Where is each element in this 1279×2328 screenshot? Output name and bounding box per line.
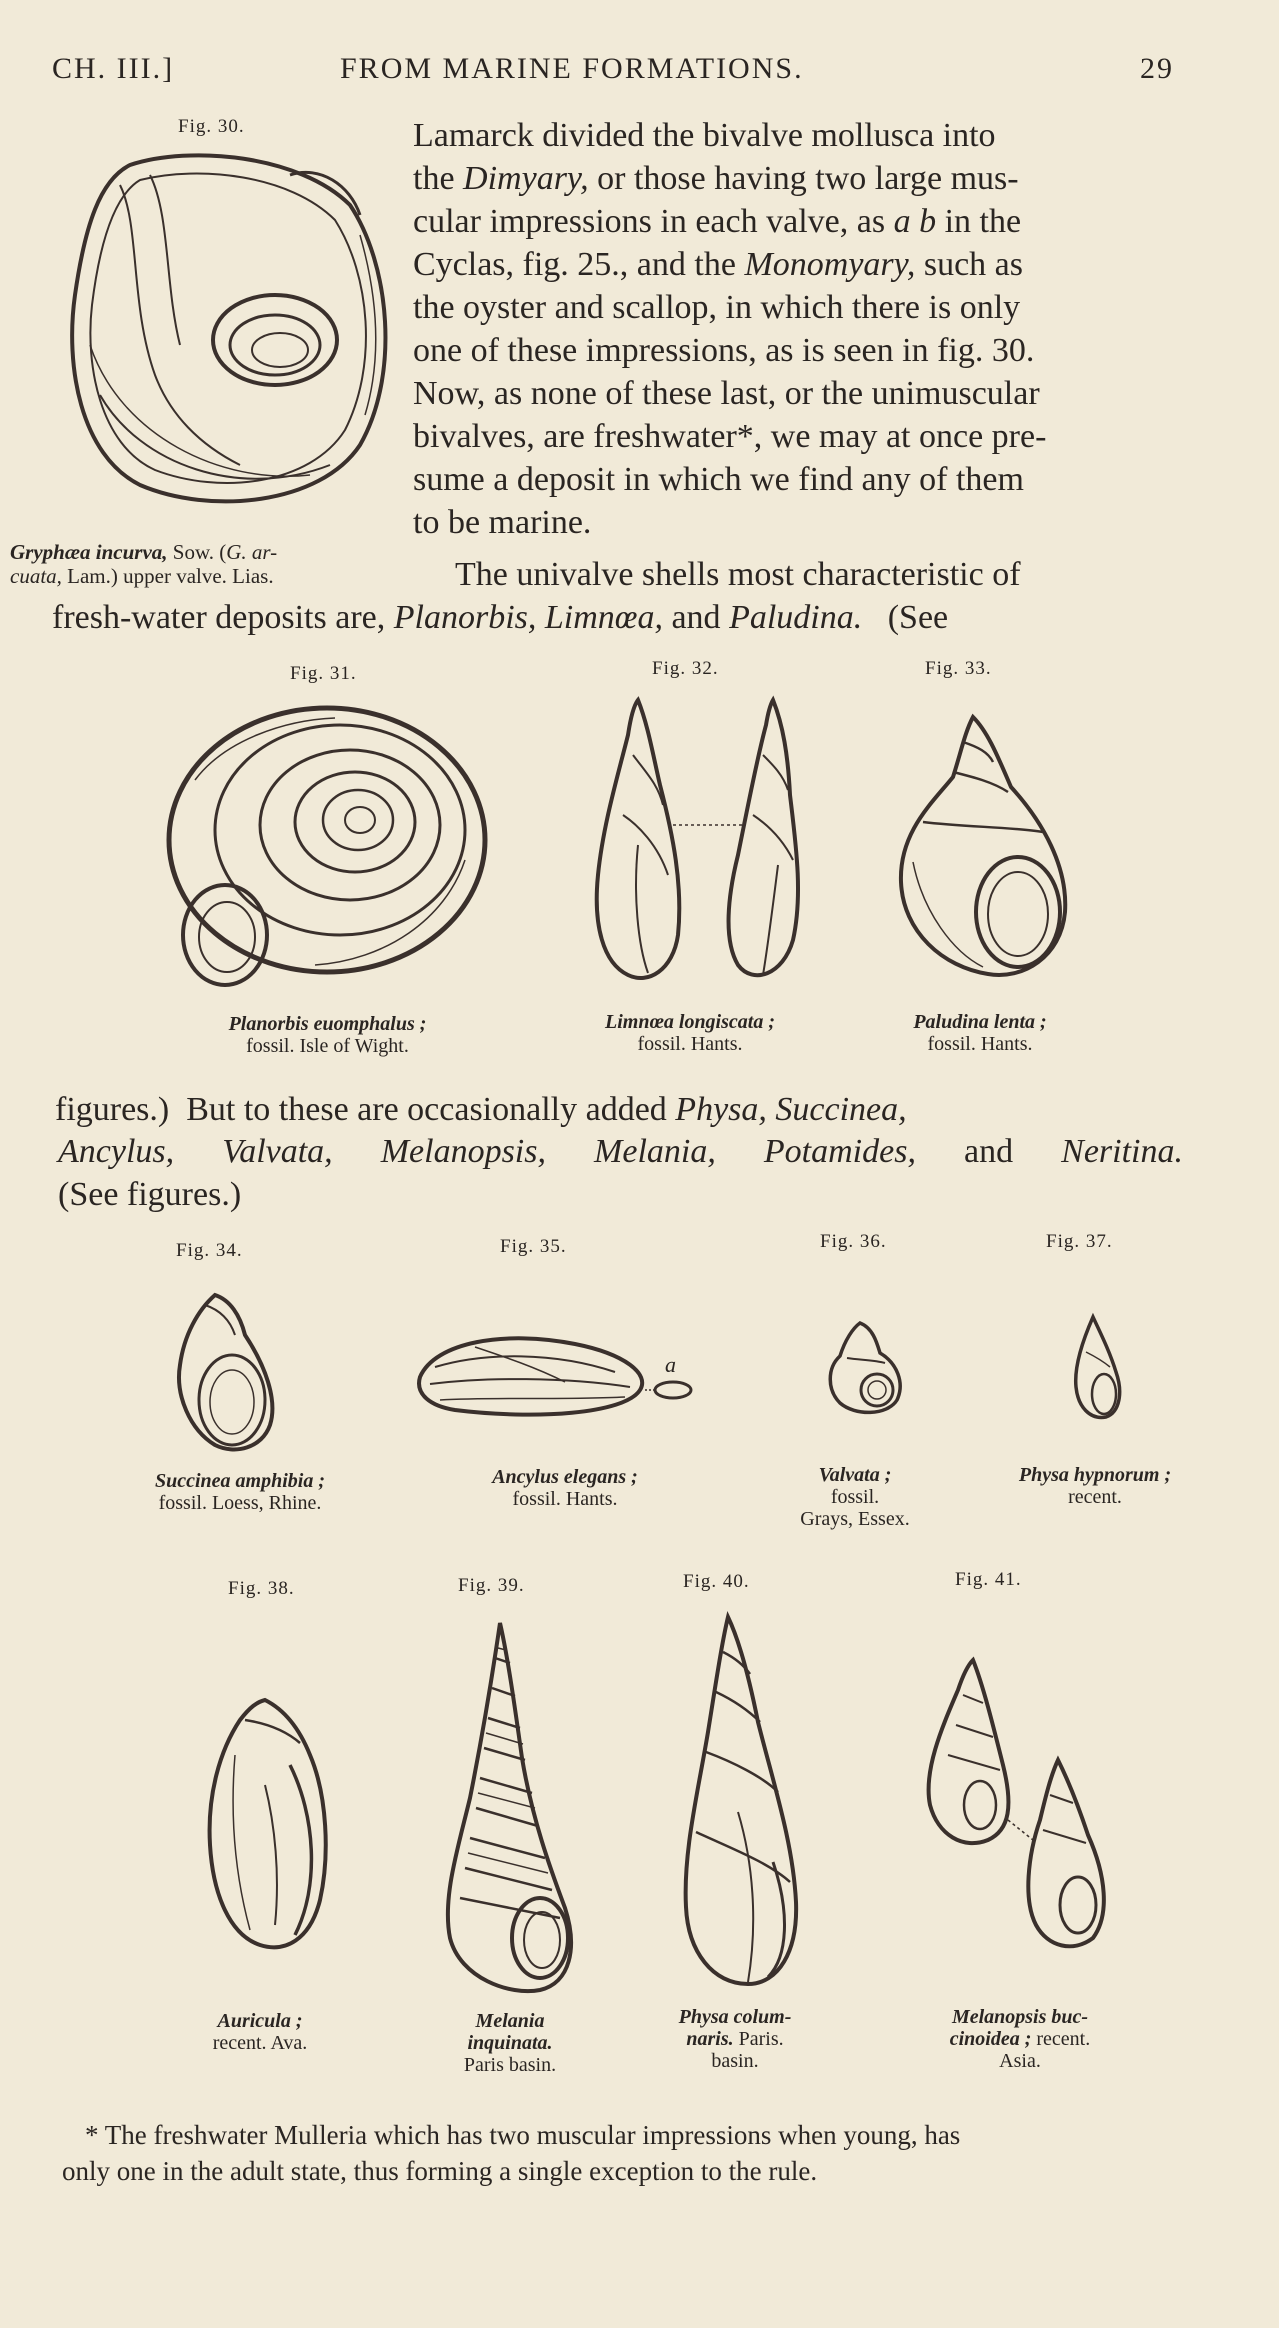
fig-40-caption [640, 2006, 830, 2072]
paragraph-additions-line3: (See figures.) [58, 1176, 242, 1213]
fig-38-caption-species: Auricula ; [217, 2010, 303, 2032]
fig-32-caption [555, 1011, 825, 1055]
fig-41-caption-locality: Asia. [999, 2050, 1041, 2072]
fig-30-caption-detail: Lam.) upper valve. Lias. [61, 564, 274, 588]
fig-30-caption-author: Sow. ( [167, 540, 227, 564]
fig-36-caption-species: Valvata ; [818, 1464, 892, 1486]
fig-38-caption [150, 2010, 370, 2054]
fig-41-caption-species: Melanopsis buc- [951, 2006, 1089, 2028]
succinea-shell-illustration [170, 1290, 280, 1455]
paragraph-bivalves [413, 114, 1188, 544]
fig-34-caption-locality: fossil. Loess, Rhine. [158, 1492, 322, 1514]
fig-40-caption-locality: basin. [711, 2050, 759, 2072]
fig-31-caption-species: Planorbis euomphalus ; [228, 1013, 427, 1035]
fig-41-caption-line2: cinoidea ; recent. [949, 2028, 1091, 2050]
para1-line: Cyclas, fig. 25., and the Monomyary, such as [413, 246, 1024, 283]
paragraph-univalves-line2: fresh-water deposits are, Planorbis, Limnœa, and Paludina. (See [52, 599, 949, 636]
fig-33-caption-locality: fossil. Hants. [927, 1033, 1033, 1055]
fig-33-label: Fig. 33. [925, 658, 992, 679]
fig-34-caption-species: Succinea amphibia ; [154, 1470, 325, 1492]
page-number: 29 [1140, 52, 1174, 85]
fig-34-label: Fig. 34. [176, 1240, 243, 1261]
fig-33-caption-species: Paludina lenta ; [913, 1011, 1047, 1033]
fig-37-caption [970, 1464, 1220, 1508]
para1-line: Now, as none of these last, or the unimuscular [413, 375, 1040, 412]
fig-40-caption-species: Physa colum- [678, 2006, 792, 2028]
fig-30-label: Fig. 30. [178, 116, 245, 137]
auricula-shell-illustration [205, 1695, 330, 1955]
fig-39-caption [410, 2010, 610, 2076]
fig-36-caption-status: fossil. [830, 1486, 880, 1508]
physa-columnaris-shell-illustration [678, 1612, 803, 1992]
para1-line: to be marine. [413, 504, 592, 541]
fig-37-label: Fig. 37. [1046, 1231, 1113, 1252]
gryphaea-shell-illustration [60, 145, 400, 520]
fig-30-caption-synonym-end: cuata, [10, 564, 62, 588]
fig-30-caption-synonym: G. ar- [226, 540, 278, 564]
para1-line: one of these impressions, as is seen in fig. 30. [413, 332, 1035, 369]
fig-32-caption-locality: fossil. Hants. [637, 1033, 743, 1055]
melania-shell-illustration [440, 1618, 580, 1998]
fig-36-label: Fig. 36. [820, 1231, 887, 1252]
paragraph-additions-line1: figures.) But to these are occasionally added Physa, Succinea, [55, 1091, 907, 1128]
valvata-shell-illustration [825, 1318, 905, 1418]
fig-38-caption-locality: recent. Ava. [212, 2032, 308, 2054]
footnote-line2: only one in the adult state, thus forming a single exception to the rule. [62, 2156, 818, 2186]
limnaea-shells-illustration [578, 695, 808, 985]
fig-35-caption [430, 1466, 700, 1510]
fig-36-caption [760, 1464, 950, 1530]
fig-38-label: Fig. 38. [228, 1578, 295, 1599]
para1-line: Lamarck divided the bivalve mollusca into [413, 117, 996, 154]
fig-35-caption-species: Ancylus elegans ; [492, 1466, 638, 1488]
para1-line: sume a deposit in which we find any of them [413, 461, 1024, 498]
para1-line: the oyster and scallop, in which there is only [413, 289, 1021, 326]
fig-36-caption-locality: Grays, Essex. [800, 1508, 910, 1530]
paragraph-univalves-line1: The univalve shells most characteristic of [455, 556, 1021, 593]
para1-line: bivalves, are freshwater*, we may at once pre- [413, 418, 1047, 455]
para1-line: the Dimyary, or those having two large mus- [413, 160, 1019, 197]
fig-41-caption [890, 2006, 1150, 2072]
footnote-line1: * The freshwater Mulleria which has two muscular impressions when young, has [85, 2120, 961, 2150]
fig-31-label: Fig. 31. [290, 663, 357, 684]
fig-35-letter-a: a [665, 1352, 676, 1377]
paludina-shell-illustration [893, 712, 1073, 982]
fig-32-caption-species: Limnœa longiscata ; [604, 1011, 775, 1033]
melanopsis-shells-illustration [918, 1655, 1118, 1955]
fig-31-caption-locality: fossil. Isle of Wight. [246, 1035, 409, 1057]
fig-37-caption-species: Physa hypnorum ; [1018, 1464, 1172, 1486]
fig-40-caption-line2: naris. Paris. [686, 2028, 784, 2050]
fig-35-label: Fig. 35. [500, 1236, 567, 1257]
fig-30-caption-species: Gryphæa incurva, [10, 540, 168, 564]
fig-41-label: Fig. 41. [955, 1569, 1022, 1590]
fig-30-caption [10, 540, 405, 588]
fig-34-caption [100, 1470, 380, 1514]
fig-39-caption-species: inquinata. [467, 2032, 553, 2054]
fig-37-caption-status: recent. [1068, 1486, 1122, 1508]
fig-35-caption-locality: fossil. Hants. [512, 1488, 618, 1510]
fig-39-label: Fig. 39. [458, 1575, 525, 1596]
planorbis-shell-illustration [165, 700, 490, 995]
paragraph-additions-line2: Ancylus, Valvata, Melanopsis, Melania, Potamides, and Neritina. [58, 1133, 1183, 1170]
fig-39-caption-genus: Melania [475, 2010, 545, 2032]
fig-31-caption [165, 1013, 490, 1057]
running-head-chapter: CH. III.] [52, 52, 175, 85]
ancylus-shell-illustration [415, 1322, 705, 1422]
para1-line: cular impressions in each valve, as a b in the [413, 203, 1022, 240]
fig-39-caption-locality: Paris basin. [463, 2054, 557, 2076]
physa-hypnorum-shell-illustration [1068, 1312, 1128, 1422]
running-head-title: FROM MARINE FORMATIONS. [340, 52, 804, 85]
fig-40-label: Fig. 40. [683, 1571, 750, 1592]
fig-33-caption [860, 1011, 1100, 1055]
fig-32-label: Fig. 32. [652, 658, 719, 679]
